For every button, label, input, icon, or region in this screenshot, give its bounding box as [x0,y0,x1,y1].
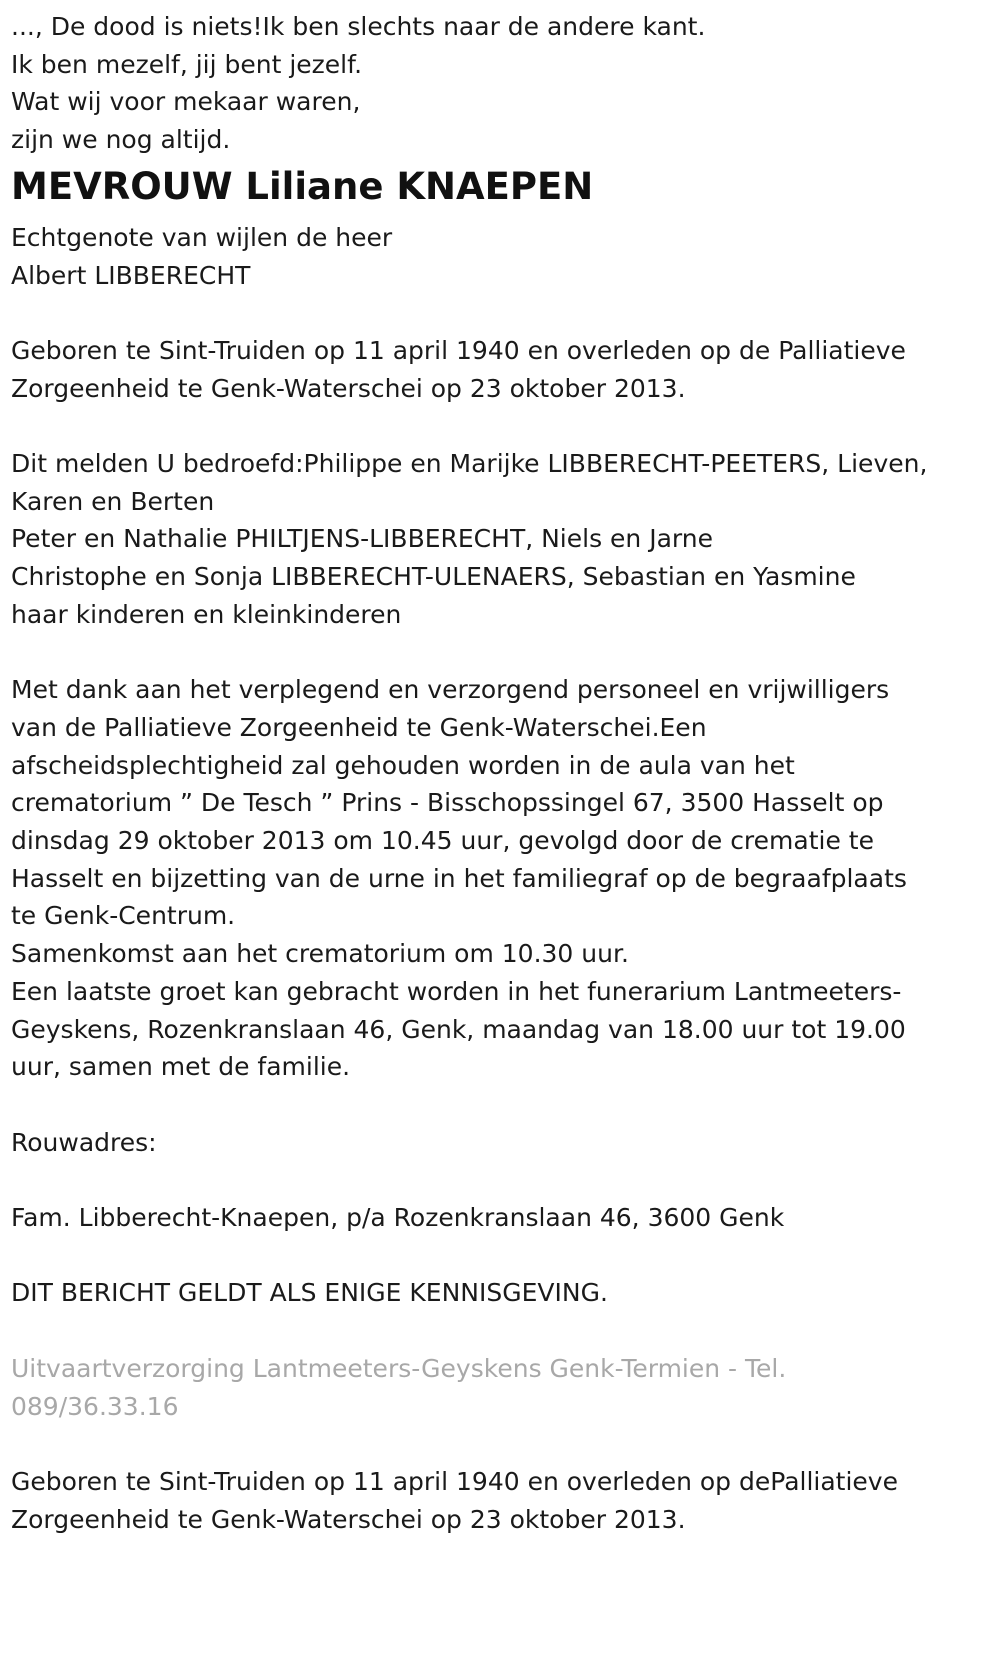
address-label: Rouwadres: [11,1127,157,1157]
birth-death-info [11,332,990,407]
ceremony-line: te Genk-Centrum. [11,901,236,931]
ceremony-line: Een laatste groet kan gebracht worden in het funerarium Lantmeeters- [11,976,902,1006]
ceremony-line: crematorium ” De Tesch ” Prins - Bisschopssingel 67, 3500 Hasselt op [11,788,884,818]
family-line: Dit melden U bedroefd:Philippe en Marijke LIBBERECHT-PEETERS, Lieven, [11,449,928,478]
ceremony-line: afscheidsplechtigheid zal gehouden worden in de aula van het [11,750,795,780]
poem-line: Ik ben mezelf, jij bent jezelf. [11,49,363,79]
undertaker-info [11,1350,990,1425]
poem-line: zijn we nog altijd. [11,125,231,155]
spouse-line: Echtgenote van wijlen de heer [11,222,393,252]
poem-line: Wat wij voor mekaar waren, [11,87,361,117]
family-line: Peter en Nathalie PHILTJENS-LIBBERECHT, Niels en Jarne [11,524,713,554]
ceremony-line: van de Palliatieve Zorgeenheid te Genk-Waterschei.Een [11,712,707,742]
birth-repeat-line: Zorgeenheid te Genk-Waterschei op 23 oktober 2013. [11,1504,686,1534]
notice-statement: DIT BERICHT GELDT ALS ENIGE KENNISGEVING. [11,1278,608,1308]
poem [11,8,990,159]
undertaker-line: Uitvaartverzorging Lantmeeters-Geyskens Genk-Termien - Tel. [11,1353,787,1383]
family-line: Karen en Berten [11,486,215,516]
ceremony-line: Met dank aan het verplegend en verzorgend personeel en vrijwilligers [11,675,890,705]
ceremony-line: Hasselt en bijzetting van de urne in het familiegraf op de begraafplaats [11,863,907,893]
ceremony-line: Samenkomst aan het crematorium om 10.30 uur. [11,939,629,969]
undertaker-line: 089/36.33.16 [11,1391,179,1421]
family-announcement [11,445,990,634]
spouse-line: Albert LIBBERECHT [11,260,251,290]
birth-line: Zorgeenheid te Genk-Waterschei op 23 oktober 2013. [11,373,686,403]
birth-death-info-repeat [11,1463,990,1538]
family-line: haar kinderen en kleinkinderen [11,599,402,629]
spouse-info [11,219,990,294]
deceased-name-title: MEVROUW Liliane KNAEPEN [11,164,594,208]
ceremony-line: Geyskens, Rozenkranslaan 46, Genk, maandag van 18.00 uur tot 19.00 [11,1014,906,1044]
mourning-address: Fam. Libberecht-Knaepen, p/a Rozenkranslaan 46, 3600 Genk [11,1203,785,1233]
birth-repeat-line: Geboren te Sint-Truiden op 11 april 1940 en overleden op dePalliatieve [11,1466,898,1496]
birth-line: Geboren te Sint-Truiden op 11 april 1940 en overleden op de Palliatieve [11,335,906,365]
ceremony-info [11,671,990,1086]
family-line: Christophe en Sonja LIBBERECHT-ULENAERS, Sebastian en Yasmine [11,562,856,592]
poem-line: ..., De dood is niets!Ik ben slechts naar de andere kant. [11,12,706,41]
ceremony-line: dinsdag 29 oktober 2013 om 10.45 uur, gevolgd door de crematie te [11,826,874,856]
ceremony-line: uur, samen met de familie. [11,1052,351,1082]
